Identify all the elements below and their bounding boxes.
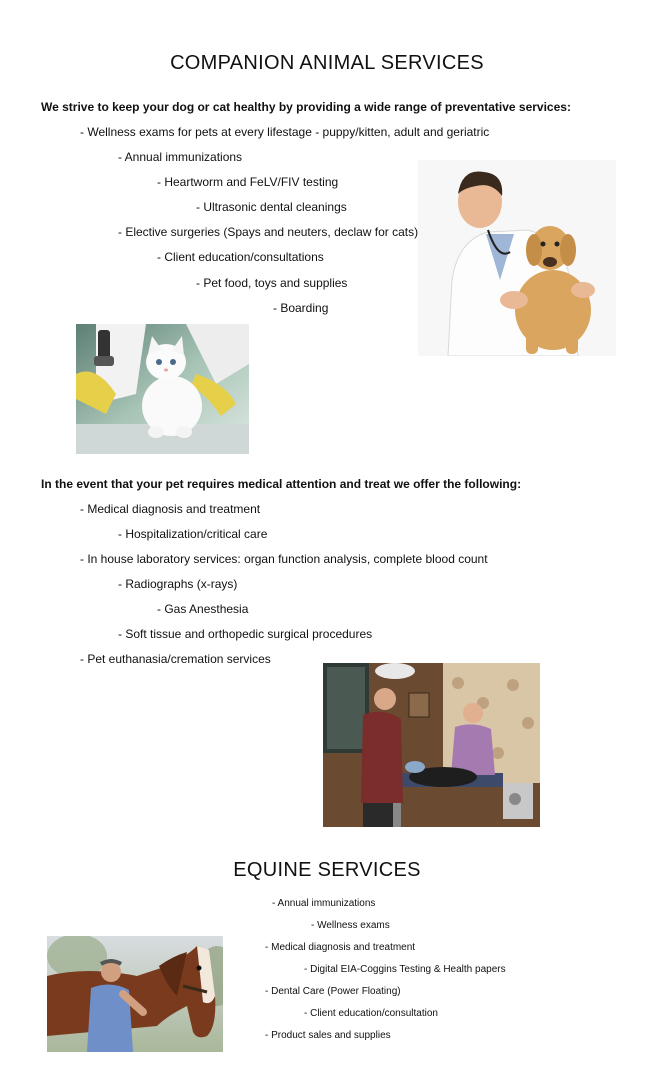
list-item: - Annual immunizations: [118, 150, 243, 164]
list-item: - Gas Anesthesia: [157, 602, 249, 616]
equine-title: EQUINE SERVICES: [233, 859, 421, 881]
list-item: - Dental Care (Power Floating): [265, 986, 401, 997]
surgery-room-photo: [323, 663, 540, 827]
list-item: - Medical diagnosis and treatment: [265, 942, 416, 953]
list-item: - Medical diagnosis and treatment: [80, 502, 261, 516]
list-item: - Digital EIA-Coggins Testing & Health papers: [304, 964, 506, 975]
list-item: - Soft tissue and orthopedic surgical procedures: [118, 627, 373, 641]
list-item: - Wellness exams for pets at every lifestage - puppy/kitten, adult and geriatric: [80, 125, 490, 139]
list-item: - Product sales and supplies: [265, 1030, 391, 1041]
list-item: - Wellness exams: [311, 920, 390, 931]
companion-title: COMPANION ANIMAL SERVICES: [170, 52, 484, 74]
medical-intro: In the event that your pet requires medical attention and treat we offer the following:: [41, 477, 522, 491]
list-item: - Pet euthanasia/cremation services: [80, 652, 271, 666]
list-item: - Radiographs (x-rays): [118, 577, 238, 591]
vet-with-horse-photo: [47, 936, 223, 1052]
list-item: - Elective surgeries (Spays and neuters, declaw for cats): [118, 225, 419, 239]
list-item: - Pet food, toys and supplies: [196, 276, 348, 290]
preventative-intro: We strive to keep your dog or cat healthy by providing a wide range of preventative services:: [41, 100, 571, 114]
vet-with-puppy-photo: [418, 160, 616, 356]
kitten-exam-photo: [76, 324, 249, 454]
list-item: - Client education/consultation: [304, 1008, 438, 1019]
list-item: - Hospitalization/critical care: [118, 527, 268, 541]
list-item: - Heartworm and FeLV/FIV testing: [157, 175, 339, 189]
list-item: - Client education/consultations: [157, 250, 324, 264]
list-item: - In house laboratory services: organ function analysis, complete blood count: [80, 552, 488, 566]
list-item: - Annual immunizations: [272, 898, 376, 909]
list-item: - Ultrasonic dental cleanings: [196, 200, 347, 214]
list-item: - Boarding: [273, 301, 329, 315]
